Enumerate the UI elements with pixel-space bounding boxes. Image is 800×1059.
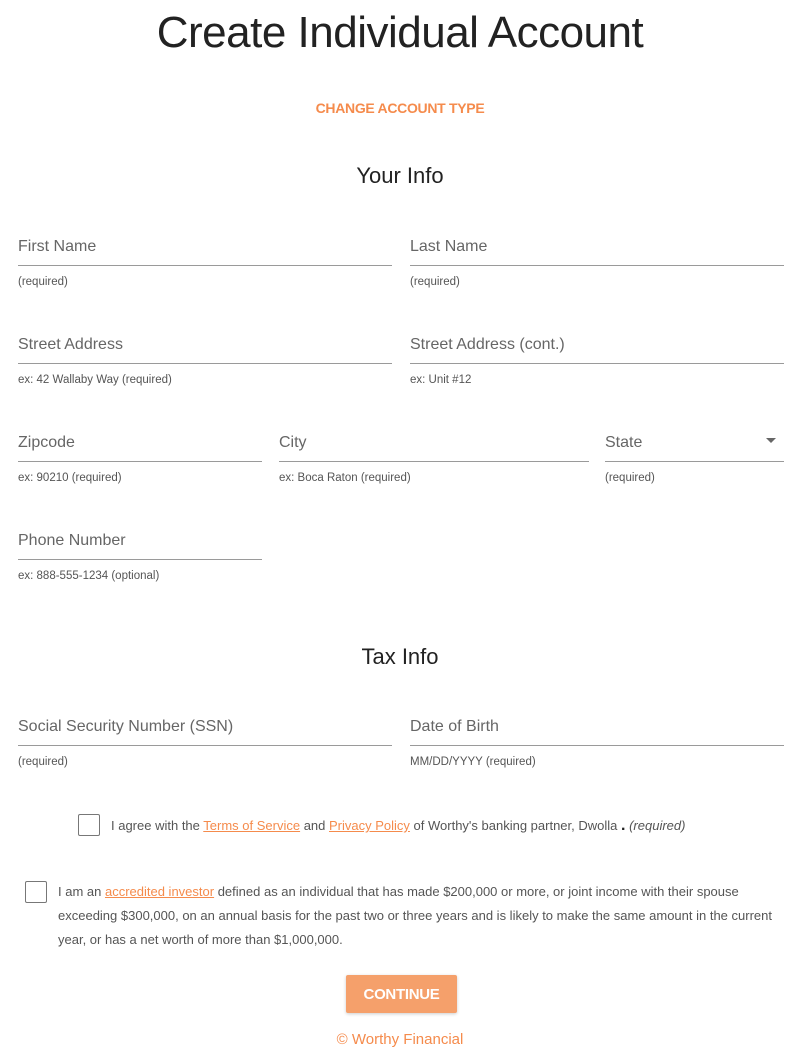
street-address-field (18, 326, 392, 386)
accredited-checkbox[interactable] (25, 881, 47, 903)
terms-required: (required) (629, 818, 686, 833)
zipcode-hint: ex: 90210 (required) (18, 472, 122, 484)
dob-field (410, 708, 784, 768)
street-address-cont-field (410, 326, 784, 386)
first-name-hint: (required) (18, 276, 68, 288)
zipcode-field (18, 424, 262, 484)
phone-field (18, 522, 262, 582)
last-name-field (410, 228, 784, 288)
dob-input[interactable] (410, 708, 784, 746)
terms-and: and (300, 818, 329, 833)
accredited-prefix: I am an (58, 884, 105, 899)
terms-dot: . (621, 817, 626, 834)
state-hint: (required) (605, 472, 655, 484)
tax-info-heading: Tax Info (361, 644, 439, 669)
last-name-hint: (required) (410, 276, 460, 288)
page-title: Create Individual Account (156, 8, 644, 57)
terms-prefix: I agree with the (111, 818, 204, 833)
state-field (605, 424, 784, 484)
dob-hint: MM/DD/YYYY (required) (410, 756, 536, 768)
city-field (279, 424, 589, 484)
copyright-symbol: © (336, 1031, 348, 1048)
city-input[interactable] (279, 424, 589, 462)
accredited-row (25, 881, 790, 952)
terms-suffix: of Worthy's banking partner, Dwolla (409, 818, 618, 833)
terms-of-service-link[interactable]: Terms of Service (203, 818, 301, 833)
zipcode-input[interactable] (18, 424, 262, 462)
accredited-investor-link[interactable]: accredited investor (104, 884, 215, 899)
your-info-heading: Your Info (356, 163, 444, 188)
accredited-text (58, 880, 790, 952)
change-account-type-link[interactable]: CHANGE ACCOUNT TYPE (315, 100, 485, 116)
continue-button[interactable]: CONTINUE (346, 975, 457, 1013)
ssn-input[interactable] (18, 708, 392, 746)
footer (0, 1031, 800, 1048)
chevron-down-icon (766, 438, 776, 443)
state-select[interactable] (605, 424, 784, 462)
first-name-field (18, 228, 392, 288)
street-address-hint: ex: 42 Wallaby Way (required) (18, 374, 172, 386)
ssn-field (18, 708, 392, 768)
phone-input[interactable] (18, 522, 262, 560)
state-input[interactable] (605, 424, 784, 462)
first-name-input[interactable] (18, 228, 392, 266)
phone-hint: ex: 888-555-1234 (optional) (18, 570, 160, 582)
city-hint: ex: Boca Raton (required) (279, 472, 411, 484)
accredited-suffix: defined as an individual that has made $200,000 or more, or joint income with their spouse exceeding $300,000, on an annual basis for the past two or three years and is likely to make the same amount in the current year, or has a net worth of more than $1,000,000. (58, 884, 772, 947)
worthy-financial-link[interactable]: Worthy Financial (351, 1031, 464, 1048)
street-address-input[interactable] (18, 326, 392, 364)
terms-checkbox[interactable] (78, 814, 100, 836)
street-address-cont-input[interactable] (410, 326, 784, 364)
last-name-input[interactable] (410, 228, 784, 266)
privacy-policy-link[interactable]: Privacy Policy (329, 818, 410, 833)
terms-text (111, 817, 685, 835)
street-address-cont-hint: ex: Unit #12 (410, 374, 472, 386)
terms-row (78, 814, 685, 836)
ssn-hint: (required) (18, 756, 68, 768)
